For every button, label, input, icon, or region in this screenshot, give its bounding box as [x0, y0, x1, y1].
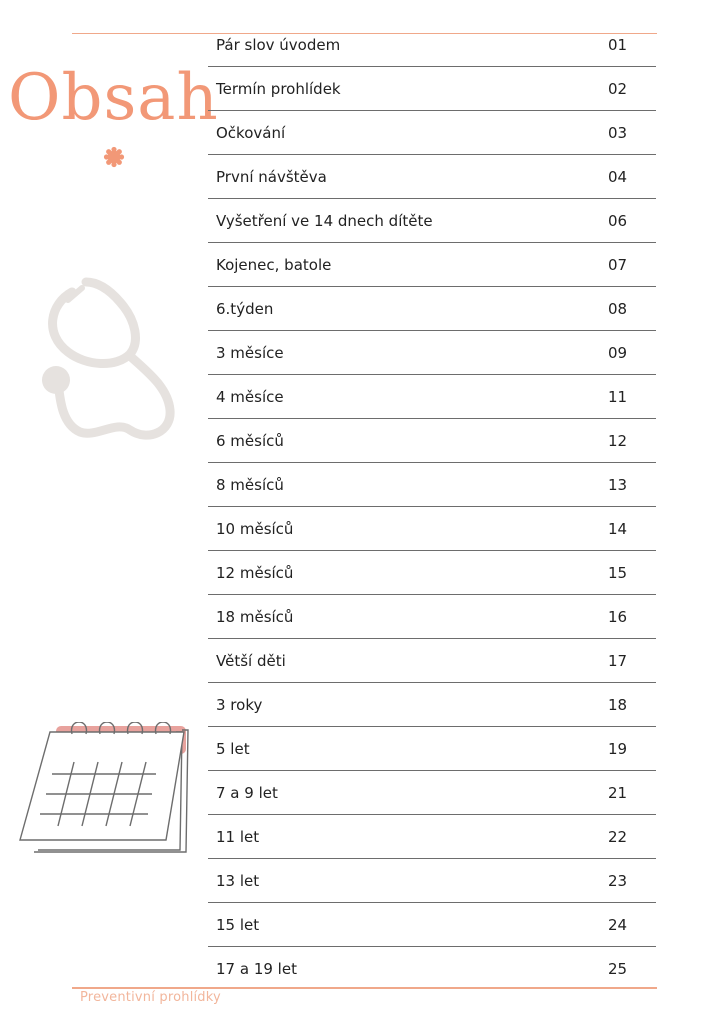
toc-entry-page: 06	[608, 211, 628, 230]
calendar-icon	[16, 722, 194, 854]
toc-entry-page: 13	[608, 475, 628, 494]
toc-entry[interactable]	[208, 639, 656, 683]
toc-entry-page: 19	[608, 739, 628, 758]
toc-entry[interactable]	[208, 683, 656, 727]
toc-entry-page: 25	[608, 959, 628, 978]
toc-entry-label: 3 měsíce	[216, 343, 284, 362]
toc-entry[interactable]	[208, 507, 656, 551]
toc-entry-label: 4 měsíce	[216, 387, 284, 406]
toc-entry-page: 12	[608, 431, 628, 450]
toc-entry-label: 6 měsíců	[216, 431, 284, 450]
toc-entry-label: 3 roky	[216, 695, 263, 714]
toc-entry[interactable]	[208, 595, 656, 639]
toc-entry-label: Pár slov úvodem	[216, 35, 341, 54]
toc-entry[interactable]	[208, 947, 656, 990]
toc-entry-page: 16	[608, 607, 628, 626]
toc-entry-label: Větší děti	[216, 651, 286, 670]
toc-entry-page: 07	[608, 255, 628, 274]
toc-entry-page: 17	[608, 651, 628, 670]
toc-entry-label: První návštěva	[216, 167, 327, 186]
toc-entry-page: 24	[608, 915, 628, 934]
toc-entry[interactable]	[208, 155, 656, 199]
toc-entry-label: Vyšetření ve 14 dnech dítěte	[216, 211, 433, 230]
toc-entry[interactable]	[208, 551, 656, 595]
toc-entry-label: 10 měsíců	[216, 519, 294, 538]
bottom-divider	[72, 987, 657, 989]
toc-entry[interactable]	[208, 859, 656, 903]
toc-entry-label: 17 a 19 let	[216, 959, 297, 978]
toc-entry-label: 6.týden	[216, 299, 274, 318]
toc-entry-page: 01	[608, 35, 628, 54]
toc-entry-page: 03	[608, 123, 628, 142]
toc-entry[interactable]	[208, 815, 656, 859]
toc-entry-label: Očkování	[216, 123, 286, 142]
toc-entry-page: 23	[608, 871, 628, 890]
toc-entry-page: 11	[608, 387, 628, 406]
toc-entry-page: 22	[608, 827, 628, 846]
toc-entry[interactable]	[208, 375, 656, 419]
toc-entry-page: 18	[608, 695, 628, 714]
stethoscope-icon	[38, 276, 178, 448]
table-of-contents	[208, 23, 656, 990]
footer-text: Preventivní prohlídky	[80, 990, 221, 1005]
toc-entry[interactable]	[208, 243, 656, 287]
toc-entry[interactable]	[208, 903, 656, 947]
toc-entry[interactable]	[208, 111, 656, 155]
toc-entry-page: 21	[608, 783, 628, 802]
flower-icon	[103, 146, 125, 168]
toc-entry-label: 12 měsíců	[216, 563, 294, 582]
toc-entry-page: 02	[608, 79, 628, 98]
toc-entry-label: 7 a 9 let	[216, 783, 278, 802]
toc-entry-label: 18 měsíců	[216, 607, 294, 626]
toc-entry-page: 08	[608, 299, 628, 318]
toc-entry-label: 15 let	[216, 915, 260, 934]
toc-entry-label: 11 let	[216, 827, 260, 846]
toc-entry-label: 13 let	[216, 871, 260, 890]
toc-entry[interactable]	[208, 287, 656, 331]
toc-entry-label: 8 měsíců	[216, 475, 284, 494]
toc-entry[interactable]	[208, 67, 656, 111]
toc-entry-page: 09	[608, 343, 628, 362]
toc-entry[interactable]	[208, 463, 656, 507]
toc-entry-page: 14	[608, 519, 628, 538]
toc-entry-page: 04	[608, 167, 628, 186]
toc-entry-label: Termín prohlídek	[216, 79, 341, 98]
toc-entry[interactable]	[208, 419, 656, 463]
toc-entry[interactable]	[208, 771, 656, 815]
toc-entry[interactable]	[208, 727, 656, 771]
page-title: Obsah	[8, 61, 219, 135]
toc-entry[interactable]	[208, 199, 656, 243]
toc-entry[interactable]	[208, 23, 656, 67]
toc-entry-label: 5 let	[216, 739, 250, 758]
toc-entry-label: Kojenec, batole	[216, 255, 332, 274]
toc-entry[interactable]	[208, 331, 656, 375]
toc-entry-page: 15	[608, 563, 628, 582]
